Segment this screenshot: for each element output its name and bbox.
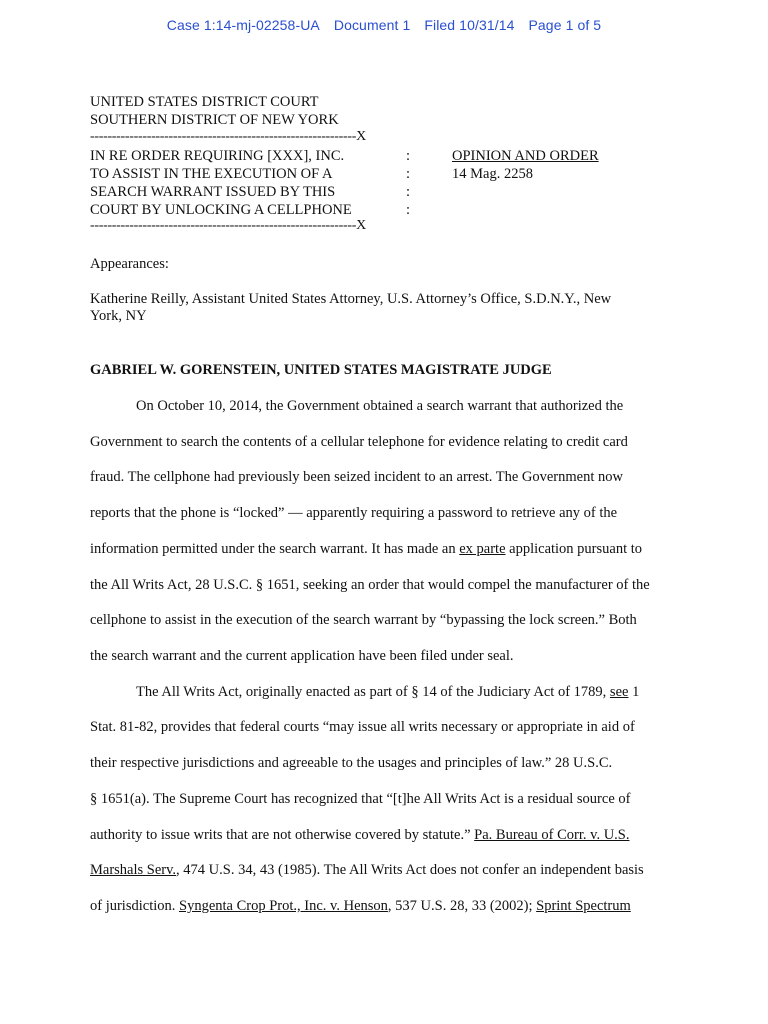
appearance-line: York, NY [90, 308, 147, 324]
case-citation: Marshals Serv. [90, 862, 177, 878]
caption-colon: : [406, 184, 411, 200]
document-number: Document 1 [333, 17, 411, 33]
judge-name: GABRIEL W. GORENSTEIN, UNITED STATES MAGISTRATE JUDGE [90, 362, 552, 378]
page-indicator: Page 1 of 5 [528, 17, 602, 33]
see-signal: see [609, 684, 629, 700]
paragraph-line: reports that the phone is “locked” — apparently requiring a password to retrieve any of the [90, 505, 618, 521]
court-district: SOUTHERN DISTRICT OF NEW YORK [90, 112, 339, 128]
ex-parte-term: ex parte [459, 541, 506, 557]
case-citation: Sprint Spectrum [536, 898, 631, 914]
text-run: information permitted under the search warrant. It has made an [90, 541, 460, 557]
text-run: , 474 U.S. 34, 43 (1985). The All Writs Act does not confer an independent basis [176, 862, 644, 878]
filing-header [0, 17, 768, 33]
paragraph-line: cellphone to assist in the execution of the search warrant by “bypassing the lock screen.” Both [90, 612, 637, 628]
caption-colon: : [406, 148, 411, 164]
text-run: The All Writs Act, originally enacted as part of § 14 of the Judiciary Act of 1789, [136, 684, 610, 700]
caption-colon: : [406, 166, 411, 182]
paragraph-line [90, 861, 644, 879]
text-run: application pursuant to [505, 541, 643, 557]
text-run: , 537 U.S. 28, 33 (2002); [387, 898, 537, 914]
paragraph-line: fraud. The cellphone had previously been seized incident to an arrest. The Government now [90, 469, 623, 485]
opinion-title: OPINION AND ORDER [452, 148, 599, 164]
paragraph-line [136, 683, 639, 701]
text-run: of jurisdiction. [90, 898, 180, 914]
paragraph-line: the All Writs Act, 28 U.S.C. § 1651, seeking an order that would compel the manufacturer of the [90, 577, 650, 593]
case-number: Case 1:14-mj-02258-UA [166, 17, 320, 33]
caption-line: IN RE ORDER REQUIRING [XXX], INC. [90, 148, 345, 164]
docket-number: 14 Mag. 2258 [452, 166, 533, 182]
paragraph-line: the search warrant and the current application have been filed under seal. [90, 648, 514, 664]
text-run: 1 [628, 684, 640, 700]
caption-border-top: -------------------------------------------------------------X [90, 129, 366, 144]
court-name: UNITED STATES DISTRICT COURT [90, 94, 319, 110]
paragraph-line: Stat. 81-82, provides that federal courts “may issue all writs necessary or appropriate in aid of [90, 719, 635, 735]
caption-border-bottom: -------------------------------------------------------------X [90, 218, 366, 233]
caption-line: SEARCH WARRANT ISSUED BY THIS [90, 184, 336, 200]
paragraph-line [90, 897, 631, 915]
caption-line: TO ASSIST IN THE EXECUTION OF A [90, 166, 333, 182]
case-citation: Pa. Bureau of Corr. v. U.S. [474, 827, 630, 843]
caption-colon: : [406, 202, 411, 218]
case-citation: Syngenta Crop Prot., Inc. v. Henson [179, 898, 388, 914]
appearance-line: Katherine Reilly, Assistant United States Attorney, U.S. Attorney’s Office, S.D.N.Y., New [90, 291, 612, 307]
paragraph-line: Government to search the contents of a cellular telephone for evidence relating to credit card [90, 434, 628, 450]
paragraph-line: § 1651(a). The Supreme Court has recognized that “[t]he All Writs Act is a residual source of [90, 791, 631, 807]
paragraph-line: On October 10, 2014, the Government obtained a search warrant that authorized the [136, 398, 624, 414]
filed-date: Filed 10/31/14 [424, 17, 515, 33]
caption-line: COURT BY UNLOCKING A CELLPHONE [90, 202, 352, 218]
paragraph-line [90, 826, 629, 844]
text-run: authority to issue writs that are not otherwise covered by statute.” [90, 827, 475, 843]
appearances-label: Appearances: [90, 256, 169, 272]
paragraph-line: their respective jurisdictions and agreeable to the usages and principles of law.” 28 U.S.C. [90, 755, 613, 771]
paragraph-line [90, 540, 642, 558]
